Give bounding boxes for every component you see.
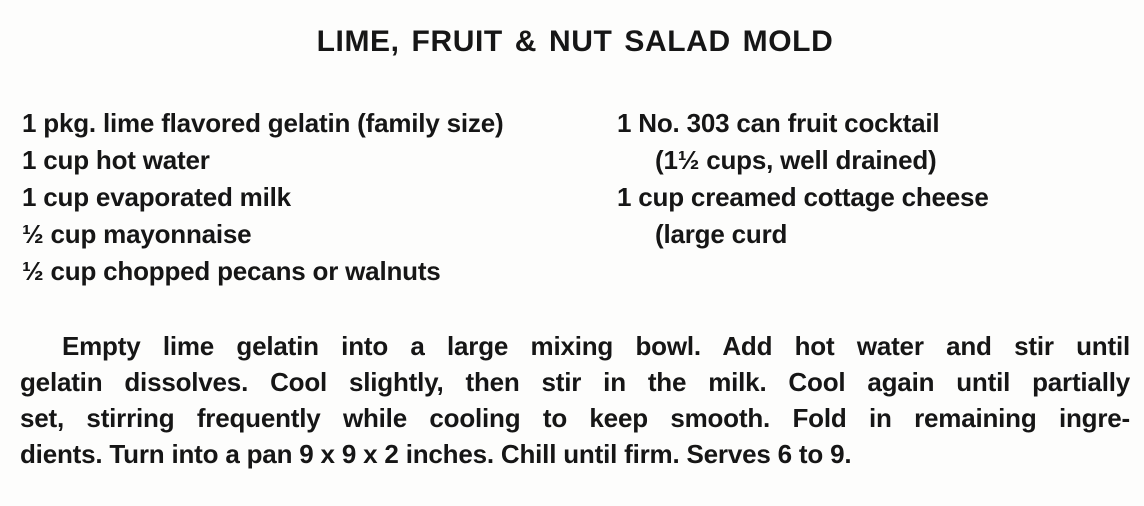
instructions-line: Empty lime gelatin into a large mixing bowl. Add hot water and stir until [62,331,1130,361]
ingredients-right-column [617,105,1130,290]
ingredient-item: ½ cup chopped pecans or walnuts [22,256,441,286]
ingredient-item: 1 pkg. lime flavored gelatin (family size) [22,108,504,138]
ingredient-item: ½ cup mayonnaise [22,219,252,249]
recipe-title: LIME, FRUIT & NUT SALAD MOLD [316,25,834,58]
instructions-line: dients. Turn into a pan 9 x 9 x 2 inches. Chill until firm. Serves 6 to 9. [20,439,852,469]
ingredients-section [20,105,1130,290]
instructions-line: gelatin dissolves. Cool slightly, then stir in the milk. Cool again until partially [20,367,1130,397]
ingredient-item-continuation: (large curd [655,219,788,249]
instructions-line: set, stirring frequently while cooling to keep smooth. Fold in remaining ingre- [20,403,1130,433]
ingredient-item: 1 cup creamed cottage cheese [617,182,989,212]
ingredient-item: 1 No. 303 can fruit cocktail [617,108,940,138]
ingredient-item: 1 cup hot water [22,145,210,175]
instructions-paragraph [20,328,1130,472]
ingredient-item: 1 cup evaporated milk [22,182,291,212]
ingredients-left-column [20,105,617,290]
ingredient-item-continuation: (1½ cups, well drained) [655,145,937,175]
